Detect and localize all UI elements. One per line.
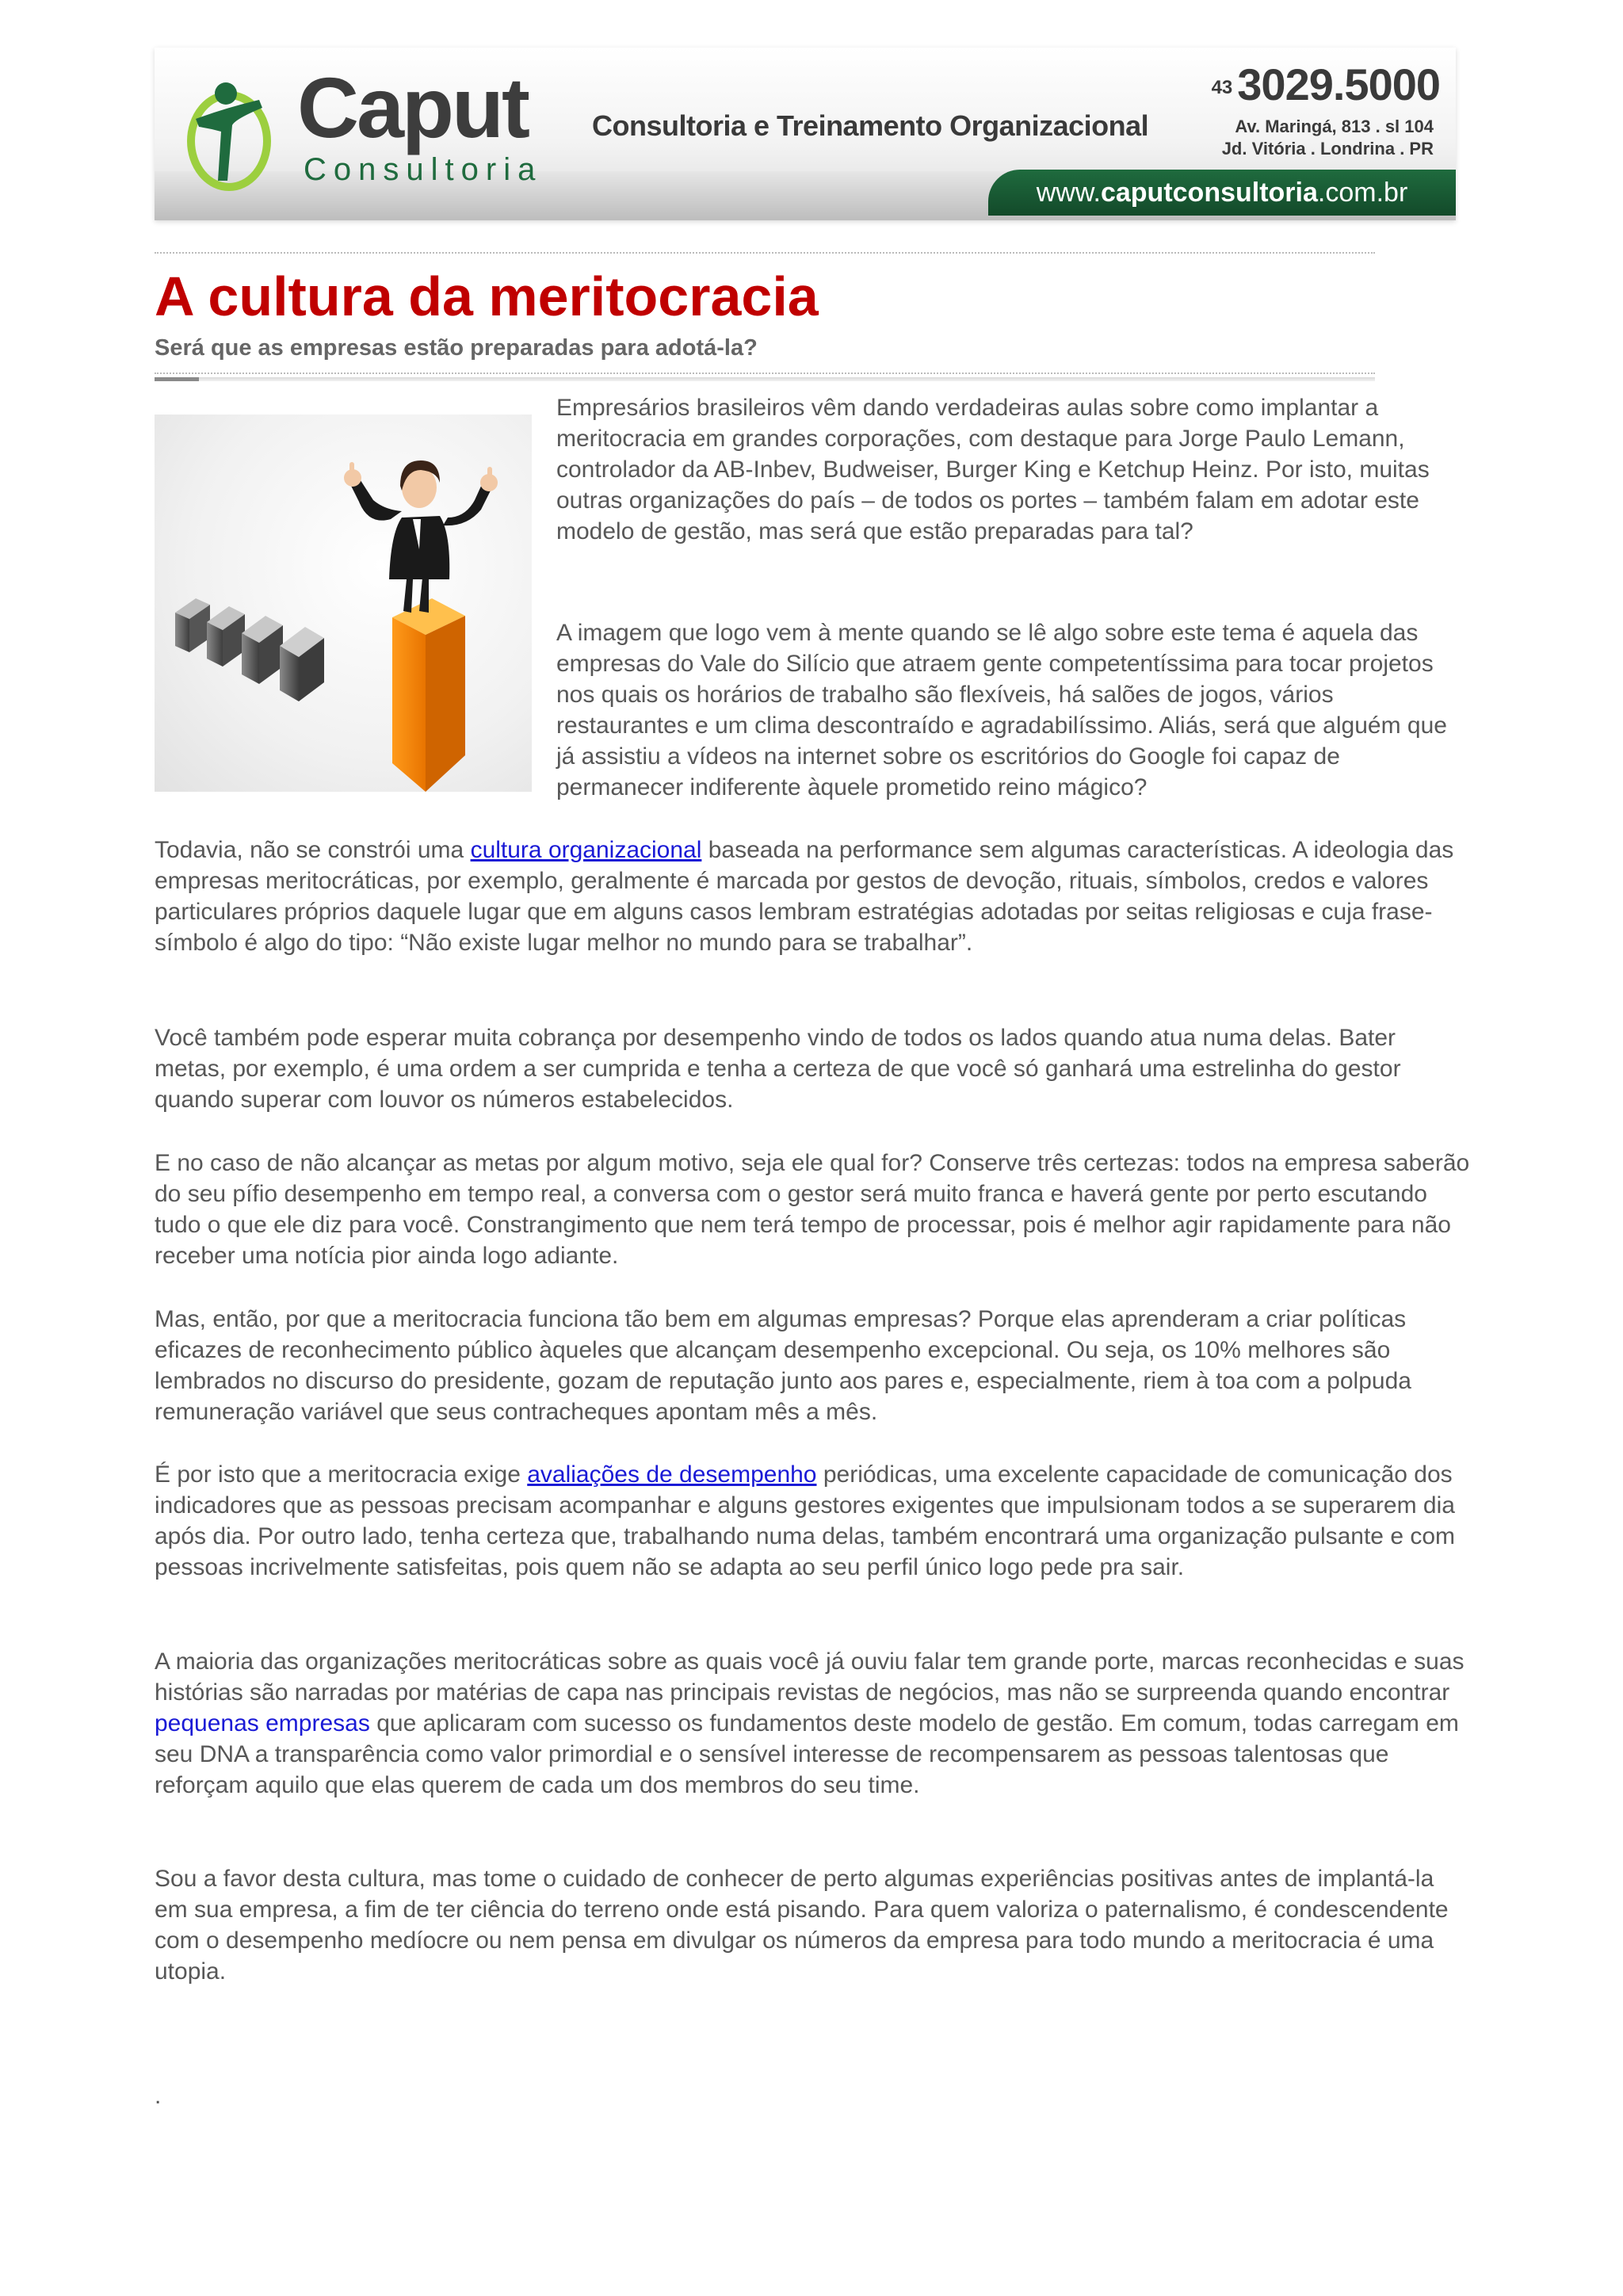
paragraph-4: Mas, então, por que a meritocracia funciona tão bem em algumas empresas? Porque elas aprenderam a criar políticas eficazes de reconhecimento público àqueles que alcançam desempenho excepcional. Ou seja, os 10% melhores são lembrados no discurso do presidente, gozam de reputação junto aos pares e, especialmente, riem à toa com a polpuda remuneração variável que seus contracheques apontam mês a mês. bbox=[155, 1306, 1411, 1425]
paragraph-5-end: periódicas, uma excelente capacidade de comunicação dos indicadores que as pessoas precisam acompanhar e alguns gestores exigentes que impulsionam todos a se superarem dia após dia. Por outro lado, tenha certeza que, trabalhando numa delas, também encontrará uma organização pulsante e com pessoas incrivelmente satisfeitas, pois quem não se adapta ao seu perfil único logo pede pra sair. bbox=[155, 1461, 1456, 1580]
url-prefix: www. bbox=[1036, 177, 1101, 208]
lead-paragraph-1: Empresários brasileiros vêm dando verdadeiras aulas sobre como implantar a meritocracia em grandes corporações, com destaque para Jorge Paulo Lemann, controlador da AB-Inbev, Budweiser, Burger King e Ketchup Heinz. Por isto, muitas outras organizações do país – de todos os portes – também falam em adotar este modelo de gestão, mas será que estão preparadas para tal? bbox=[556, 395, 1430, 544]
avaliacoes-de-desempenho-link[interactable]: avaliações de desempenho bbox=[527, 1461, 817, 1488]
businesswoman-on-bar-chart-image bbox=[155, 415, 532, 792]
paragraph-6-start: A maioria das organizações meritocráticas sobre as quais você já ouviu falar tem grande porte, marcas reconhecidas e suas histórias são narradas por matérias de capa nas principais revistas de negócios, mas não se surpreenda quando encontrar bbox=[155, 1648, 1465, 1706]
url-suffix: .com.br bbox=[1317, 177, 1408, 208]
paragraph-6 bbox=[155, 1646, 1470, 1801]
cultura-organizacional-link[interactable]: cultura organizacional bbox=[470, 837, 702, 863]
lead-paragraph-2: A imagem que logo vem à mente quando se lê algo sobre este tema é aquela das empresas do Vale do Silício que atraem gente competentíssima para tocar projetos nos quais os horários de trabalho são flexíveis, há salões de jogos, vários restaurantes e um clima descontraído e agradabilíssimo. Aliás, será que alguém que já assistiu a vídeos na internet sobre os escritórios do Google foi capaz de permanecer indiferente àquele prometido reino mágico? bbox=[556, 620, 1447, 800]
paragraph-1-start: Todavia, não se constrói uma bbox=[155, 837, 471, 863]
title-underline bbox=[155, 377, 1375, 381]
grey-steps bbox=[175, 598, 324, 701]
paragraph-1 bbox=[155, 835, 1470, 958]
subtitle-dotted-divider bbox=[155, 372, 1375, 374]
orange-bar bbox=[392, 598, 465, 792]
paragraph-5 bbox=[155, 1459, 1470, 1583]
top-dotted-divider bbox=[155, 252, 1375, 254]
title-underline-accent bbox=[155, 377, 199, 381]
address-line-1: Av. Maringá, 813 . sl 104 bbox=[1235, 117, 1434, 136]
phone-area-code: 43 bbox=[1211, 77, 1233, 98]
businesswoman-figure bbox=[344, 460, 498, 613]
address-line-2: Jd. Vitória . Londrina . PR bbox=[1221, 139, 1434, 159]
brand-name: Caput bbox=[297, 59, 528, 155]
phone-number bbox=[1212, 59, 1440, 110]
pequenas-empresas-link[interactable]: pequenas empresas bbox=[155, 1710, 370, 1736]
footer-mark: . bbox=[155, 2083, 162, 2109]
article-title: A cultura da meritocracia bbox=[155, 266, 819, 327]
phone-digits: 3029.5000 bbox=[1237, 59, 1440, 109]
paragraph-2: Você também pode esperar muita cobrança por desempenho vindo de todos os lados quando atua numa delas. Bater metas, por exemplo, é uma ordem a ser cumprida e tenha a certeza de que você só ganhará uma estrelinha do gestor quando superar com louvor os números estabelecidos. bbox=[155, 1025, 1401, 1113]
header-banner bbox=[155, 48, 1456, 220]
address-block bbox=[1222, 116, 1434, 160]
paragraph-7: Sou a favor desta cultura, mas tome o cuidado de conhecer de perto algumas experiências positivas antes de implantá-la em sua empresa, a fim de ter ciência do terreno onde está pisando. Para quem valoriza o paternalismo, é condescendente com o desempenho medíocre ou nem pensa em divulgar os números da empresa para todo mundo a meritocracia é uma utopia. bbox=[155, 1866, 1449, 1985]
caput-logo-icon bbox=[180, 70, 283, 197]
paragraph-3: E no caso de não alcançar as metas por algum motivo, seja ele qual for? Conserve três certezas: todos na empresa saberão do seu pífio desempenho em tempo real, a conversa com o gestor será muito franca e haverá gente por perto escutando tudo o que ele diz para você. Constrangimento que nem terá tempo de processar, pois é melhor agir rapidamente para não receber uma notícia pior ainda logo adiante. bbox=[155, 1150, 1470, 1269]
paragraph-1-end: baseada na performance sem algumas características. A ideologia das empresas meritocráticas, por exemplo, geralmente é marcada por gestos de devoção, rituais, símbolos, credos e valores particulares próprios daquele lugar que em alguns casos lembram estratégias adotadas por seitas religiosas e cuja frase-símbolo é algo do tipo: “Não existe lugar melhor no mundo para se trabalhar”. bbox=[155, 837, 1454, 956]
brand-subname: Consultoria bbox=[304, 152, 543, 187]
website-url[interactable] bbox=[988, 170, 1456, 216]
banner-tagline: Consultoria e Treinamento Organizacional bbox=[592, 109, 1149, 142]
url-domain: caputconsultoria bbox=[1100, 177, 1318, 208]
bar-chart-illustration bbox=[155, 415, 532, 792]
article-subtitle: Será que as empresas estão preparadas para adotá-la? bbox=[155, 335, 758, 361]
paragraph-5-start: É por isto que a meritocracia exige bbox=[155, 1461, 528, 1488]
paragraph-6-end: que aplicaram com sucesso os fundamentos deste modelo de gestão. Em comum, todas carregam em seu DNA a transparência como valor primordial e o sensível interesse de recompensarem as pessoas talentosas que reforçam aquilo que elas querem de cada um dos membros do seu time. bbox=[155, 1710, 1459, 1798]
